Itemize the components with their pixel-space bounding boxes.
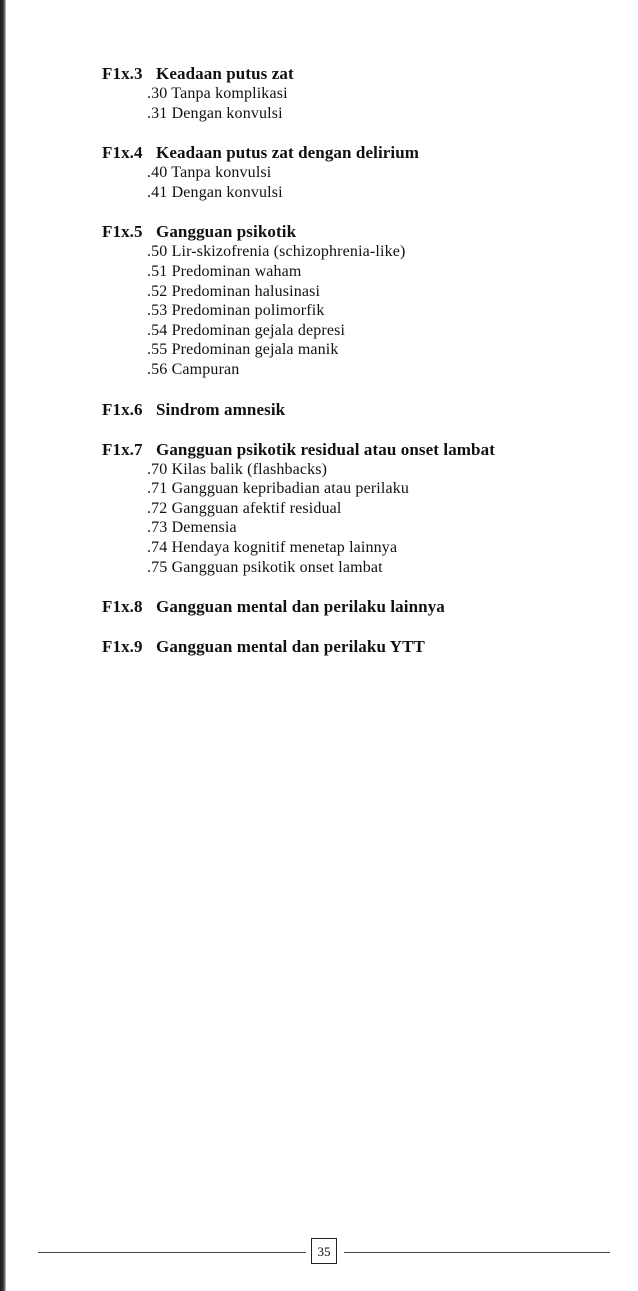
section-f1x9 [102, 637, 622, 657]
section-heading [102, 400, 622, 420]
list-item: .71 Gangguan kepribadian atau perilaku [147, 480, 410, 498]
section-code: F1x.8 [102, 597, 143, 617]
footer-rule-right [344, 1252, 610, 1253]
section-title: Gangguan psikotik [156, 222, 297, 242]
list-item: .51 Predominan waham [147, 262, 302, 280]
list-item: .50 Lir-skizofrenia (schizophrenia-like) [147, 243, 406, 261]
section-code: F1x.9 [102, 637, 143, 657]
list-item: .41 Dengan konvulsi [147, 183, 283, 201]
list-item: .73 Demensia [147, 519, 237, 537]
section-title: Gangguan mental dan perilaku YTT [156, 637, 425, 657]
page-footer [38, 1236, 610, 1266]
section-f1x3 [102, 64, 622, 123]
section-heading [102, 222, 622, 242]
section-title: Gangguan psikotik residual atau onset lambat [156, 439, 495, 459]
list-item: .52 Predominan halusinasi [147, 282, 321, 300]
section-f1x6 [102, 400, 622, 420]
section-f1x8 [102, 597, 622, 617]
section-heading [102, 637, 622, 657]
section-heading [102, 597, 622, 617]
list-item: .40 Tanpa konvulsi [147, 164, 272, 182]
list-item: .74 Hendaya kognitif menetap lainnya [147, 538, 398, 556]
page-binding-edge [0, 0, 6, 1291]
section-heading [102, 143, 622, 163]
list-item: .55 Predominan gejala manik [147, 341, 339, 359]
list-item: .53 Predominan polimorfik [147, 302, 325, 320]
list-item: .30 Tanpa komplikasi [147, 85, 288, 102]
section-code: F1x.3 [102, 64, 143, 83]
section-title: Gangguan mental dan perilaku lainnya [156, 597, 445, 617]
list-item: .56 Campuran [147, 360, 240, 378]
section-heading [102, 64, 622, 84]
section-title: Keadaan putus zat dengan delirium [156, 143, 420, 163]
section-heading [102, 440, 622, 460]
page-number: 35 [311, 1238, 337, 1264]
list-item: .72 Gangguan afektif residual [147, 499, 342, 517]
footer-rule-left [38, 1252, 306, 1253]
list-item: .70 Kilas balik (flashbacks) [147, 460, 328, 478]
section-code: F1x.6 [102, 399, 143, 419]
section-f1x5 [102, 222, 622, 379]
section-code: F1x.7 [102, 439, 143, 459]
section-code: F1x.5 [102, 222, 143, 242]
list-item: .75 Gangguan psikotik onset lambat [147, 558, 383, 576]
section-f1x4 [102, 143, 622, 202]
section-title: Sindrom amnesik [156, 399, 286, 419]
section-f1x7 [102, 440, 622, 578]
section-title: Keadaan putus zat [156, 64, 294, 83]
section-code: F1x.4 [102, 143, 143, 163]
list-item: .31 Dengan konvulsi [147, 104, 283, 122]
classification-list [102, 64, 622, 677]
list-item: .54 Predominan gejala depresi [147, 321, 346, 339]
